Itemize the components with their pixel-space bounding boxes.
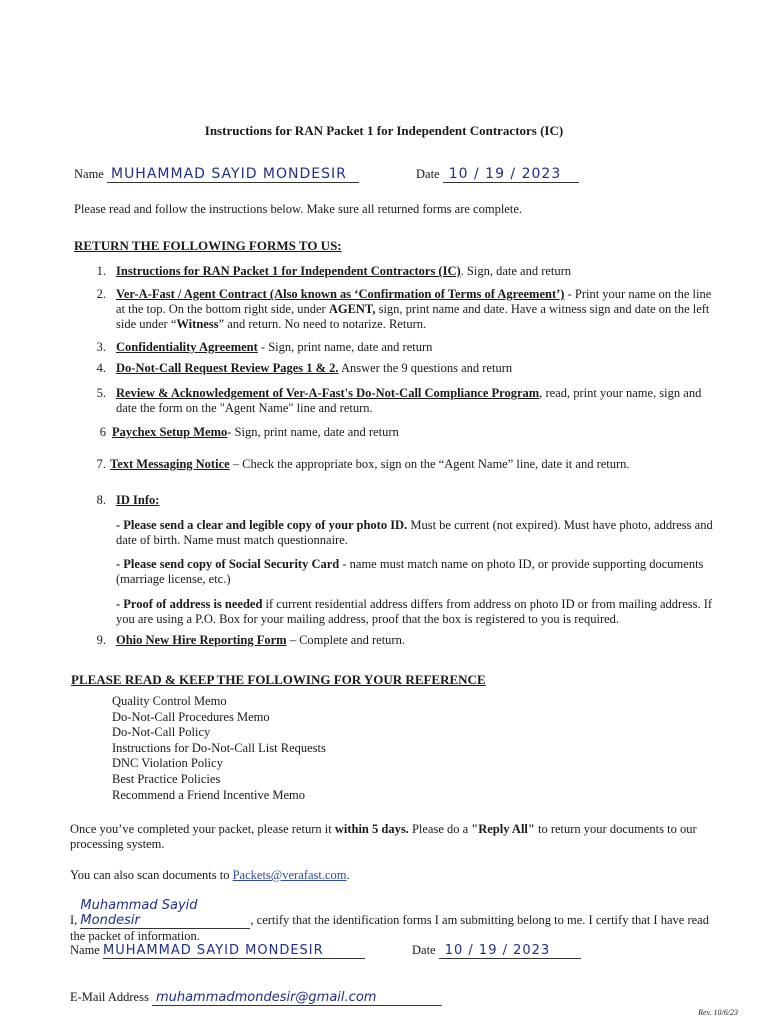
item-number: 7. <box>96 457 106 471</box>
closing-part: to return your documents to our processing system. <box>70 822 697 851</box>
id-info-text: - name must match name on photo ID, or provide supporting documents (marriage license, etc.) <box>116 557 704 586</box>
item-title: Text Messaging Notice <box>110 457 230 471</box>
revision-note: Rev. 10/6/23 <box>698 1008 738 1017</box>
id-info-bold: - Proof of address is needed <box>116 597 263 611</box>
item-text: - Print your name on the line at the top. On the bottom right side, under <box>116 287 712 316</box>
email-field[interactable]: muhammadmondesir@gmail.com <box>152 990 442 1006</box>
date-field[interactable]: 10 / 19 / 2023 <box>443 166 579 183</box>
list-item <box>70 425 720 441</box>
reference-heading: PLEASE READ & KEEP THE FOLLOWING FOR YOUR REFERENCE <box>71 672 486 687</box>
scan-text <box>70 868 350 883</box>
item-title: Review & Acknowledgement of Ver-A-Fast's Do-Not-Call Compliance Program <box>116 386 540 400</box>
footer-date-row <box>412 943 592 959</box>
item-number: 3. <box>96 340 106 354</box>
closing-bold: "Reply All" <box>471 822 535 836</box>
item-title: Instructions for RAN Packet 1 for Independent Contractors (IC) <box>116 264 461 278</box>
return-forms-heading: RETURN THE FOLLOWING FORMS TO US: <box>74 238 342 253</box>
email-label: E-Mail Address <box>70 990 149 1004</box>
item-number: 4. <box>96 361 106 375</box>
reference-item: Quality Control Memo <box>112 694 227 708</box>
name-field[interactable]: MUHAMMAD SAYID MONDESIR <box>107 166 359 183</box>
item-number: 5. <box>96 386 106 400</box>
header-name-row <box>74 166 374 183</box>
footer-date-field[interactable]: 10 / 19 / 2023 <box>439 943 581 959</box>
packets-email-link[interactable]: Packets@verafast.com <box>232 868 347 882</box>
list-item <box>70 386 720 418</box>
item-text: . Sign, date and return <box>460 264 572 278</box>
id-info-text: if current residential address differs from address on photo ID or from mailing address. If you are using a P.O. Box for your mailing address, proof that the box is registered to you is required. <box>116 597 713 626</box>
item-bold: Witness <box>176 317 219 331</box>
closing-text <box>70 822 720 852</box>
id-info-photo <box>116 518 716 548</box>
id-info-ssn <box>116 557 716 587</box>
item-number: 8. <box>96 493 106 507</box>
reference-list <box>112 694 326 803</box>
certify-text: , certify that the identification forms I am submitting belong to me. I certify that I have read the packet of information. <box>70 913 709 943</box>
document-title: Instructions for RAN Packet 1 for Independent Contractors (IC) <box>204 123 564 138</box>
item-text: - Sign, print name, date and return <box>227 425 399 439</box>
id-info-bold: - Please send a clear and legible copy of your photo ID. <box>116 518 408 532</box>
id-info-address <box>116 597 716 627</box>
list-item <box>70 361 720 377</box>
signature-field[interactable]: Muhammad Sayid Mondesir <box>80 898 250 929</box>
reference-item: Best Practice Policies <box>112 771 221 786</box>
item-text: ” and return. No need to notarize. Return. <box>218 317 427 331</box>
reference-item: DNC Violation Policy <box>112 756 223 771</box>
certification-text <box>70 898 720 944</box>
id-info-bold: - Please send copy of Social Security Card <box>116 557 340 571</box>
header-date-row <box>416 166 596 183</box>
closing-part: Once you’ve completed your packet, please return it <box>70 822 335 836</box>
scan-label: You can also scan documents to <box>70 868 233 882</box>
item-text: – Complete and return. <box>286 633 405 647</box>
item-title: Ohio New Hire Reporting Form <box>116 633 287 647</box>
closing-bold: within 5 days. <box>334 822 409 836</box>
reference-item: Instructions for Do-Not-Call List Requests <box>112 740 326 755</box>
intro-text: Please read and follow the instructions below. Make sure all returned forms are complete. <box>74 202 522 216</box>
footer-name-field[interactable]: MUHAMMAD SAYID MONDESIR <box>103 943 365 959</box>
item-number: 2. <box>96 287 106 301</box>
list-item <box>70 457 720 473</box>
id-info-text: Must be current (not expired). Must have photo, address and date of birth. Name must match questionnaire. <box>116 518 713 547</box>
footer-email-row <box>70 990 490 1006</box>
scan-end: . <box>346 868 350 882</box>
footer-name-row <box>70 943 390 959</box>
item-text: - Sign, print name, date and return <box>257 340 433 354</box>
list-item <box>70 340 720 356</box>
item-text: Answer the 9 questions and return <box>338 361 513 375</box>
list-item <box>70 633 720 649</box>
list-item <box>70 264 720 280</box>
certify-prefix: I, <box>70 913 78 927</box>
item-number: 9. <box>96 633 106 647</box>
footer-date-label: Date <box>412 943 436 957</box>
item-text: , read, print your name, sign and date the form on the "Agent Name" line and return. <box>116 386 702 415</box>
reference-item: Do-Not-Call Policy <box>112 725 211 740</box>
list-item <box>70 493 720 509</box>
item-number: 1. <box>96 264 106 278</box>
item-text: sign, print name and date. Have a witness sign and date on the left side under “ <box>116 302 710 331</box>
item-title: Do-Not-Call Request Review Pages 1 & 2. <box>116 361 339 375</box>
item-text: – Check the appropriate box, sign on the “Agent Name” line, date it and return. <box>229 457 630 471</box>
item-title: Confidentiality Agreement <box>116 340 258 354</box>
item-number: 6 <box>99 425 106 439</box>
footer-name-label: Name <box>70 943 100 957</box>
reference-item: Do-Not-Call Procedures Memo <box>112 709 270 724</box>
item-title: ID Info: <box>116 493 160 507</box>
item-title: Paychex Setup Memo <box>112 425 228 439</box>
closing-part: Please do a <box>408 822 472 836</box>
date-label: Date <box>416 167 440 181</box>
reference-item: Recommend a Friend Incentive Memo <box>112 787 305 802</box>
name-label: Name <box>74 167 104 181</box>
item-title: Ver-A-Fast / Agent Contract (Also known as ‘Confirmation of Terms of Agreement’) <box>116 287 565 301</box>
item-bold: AGENT, <box>328 302 376 316</box>
list-item <box>70 287 720 335</box>
